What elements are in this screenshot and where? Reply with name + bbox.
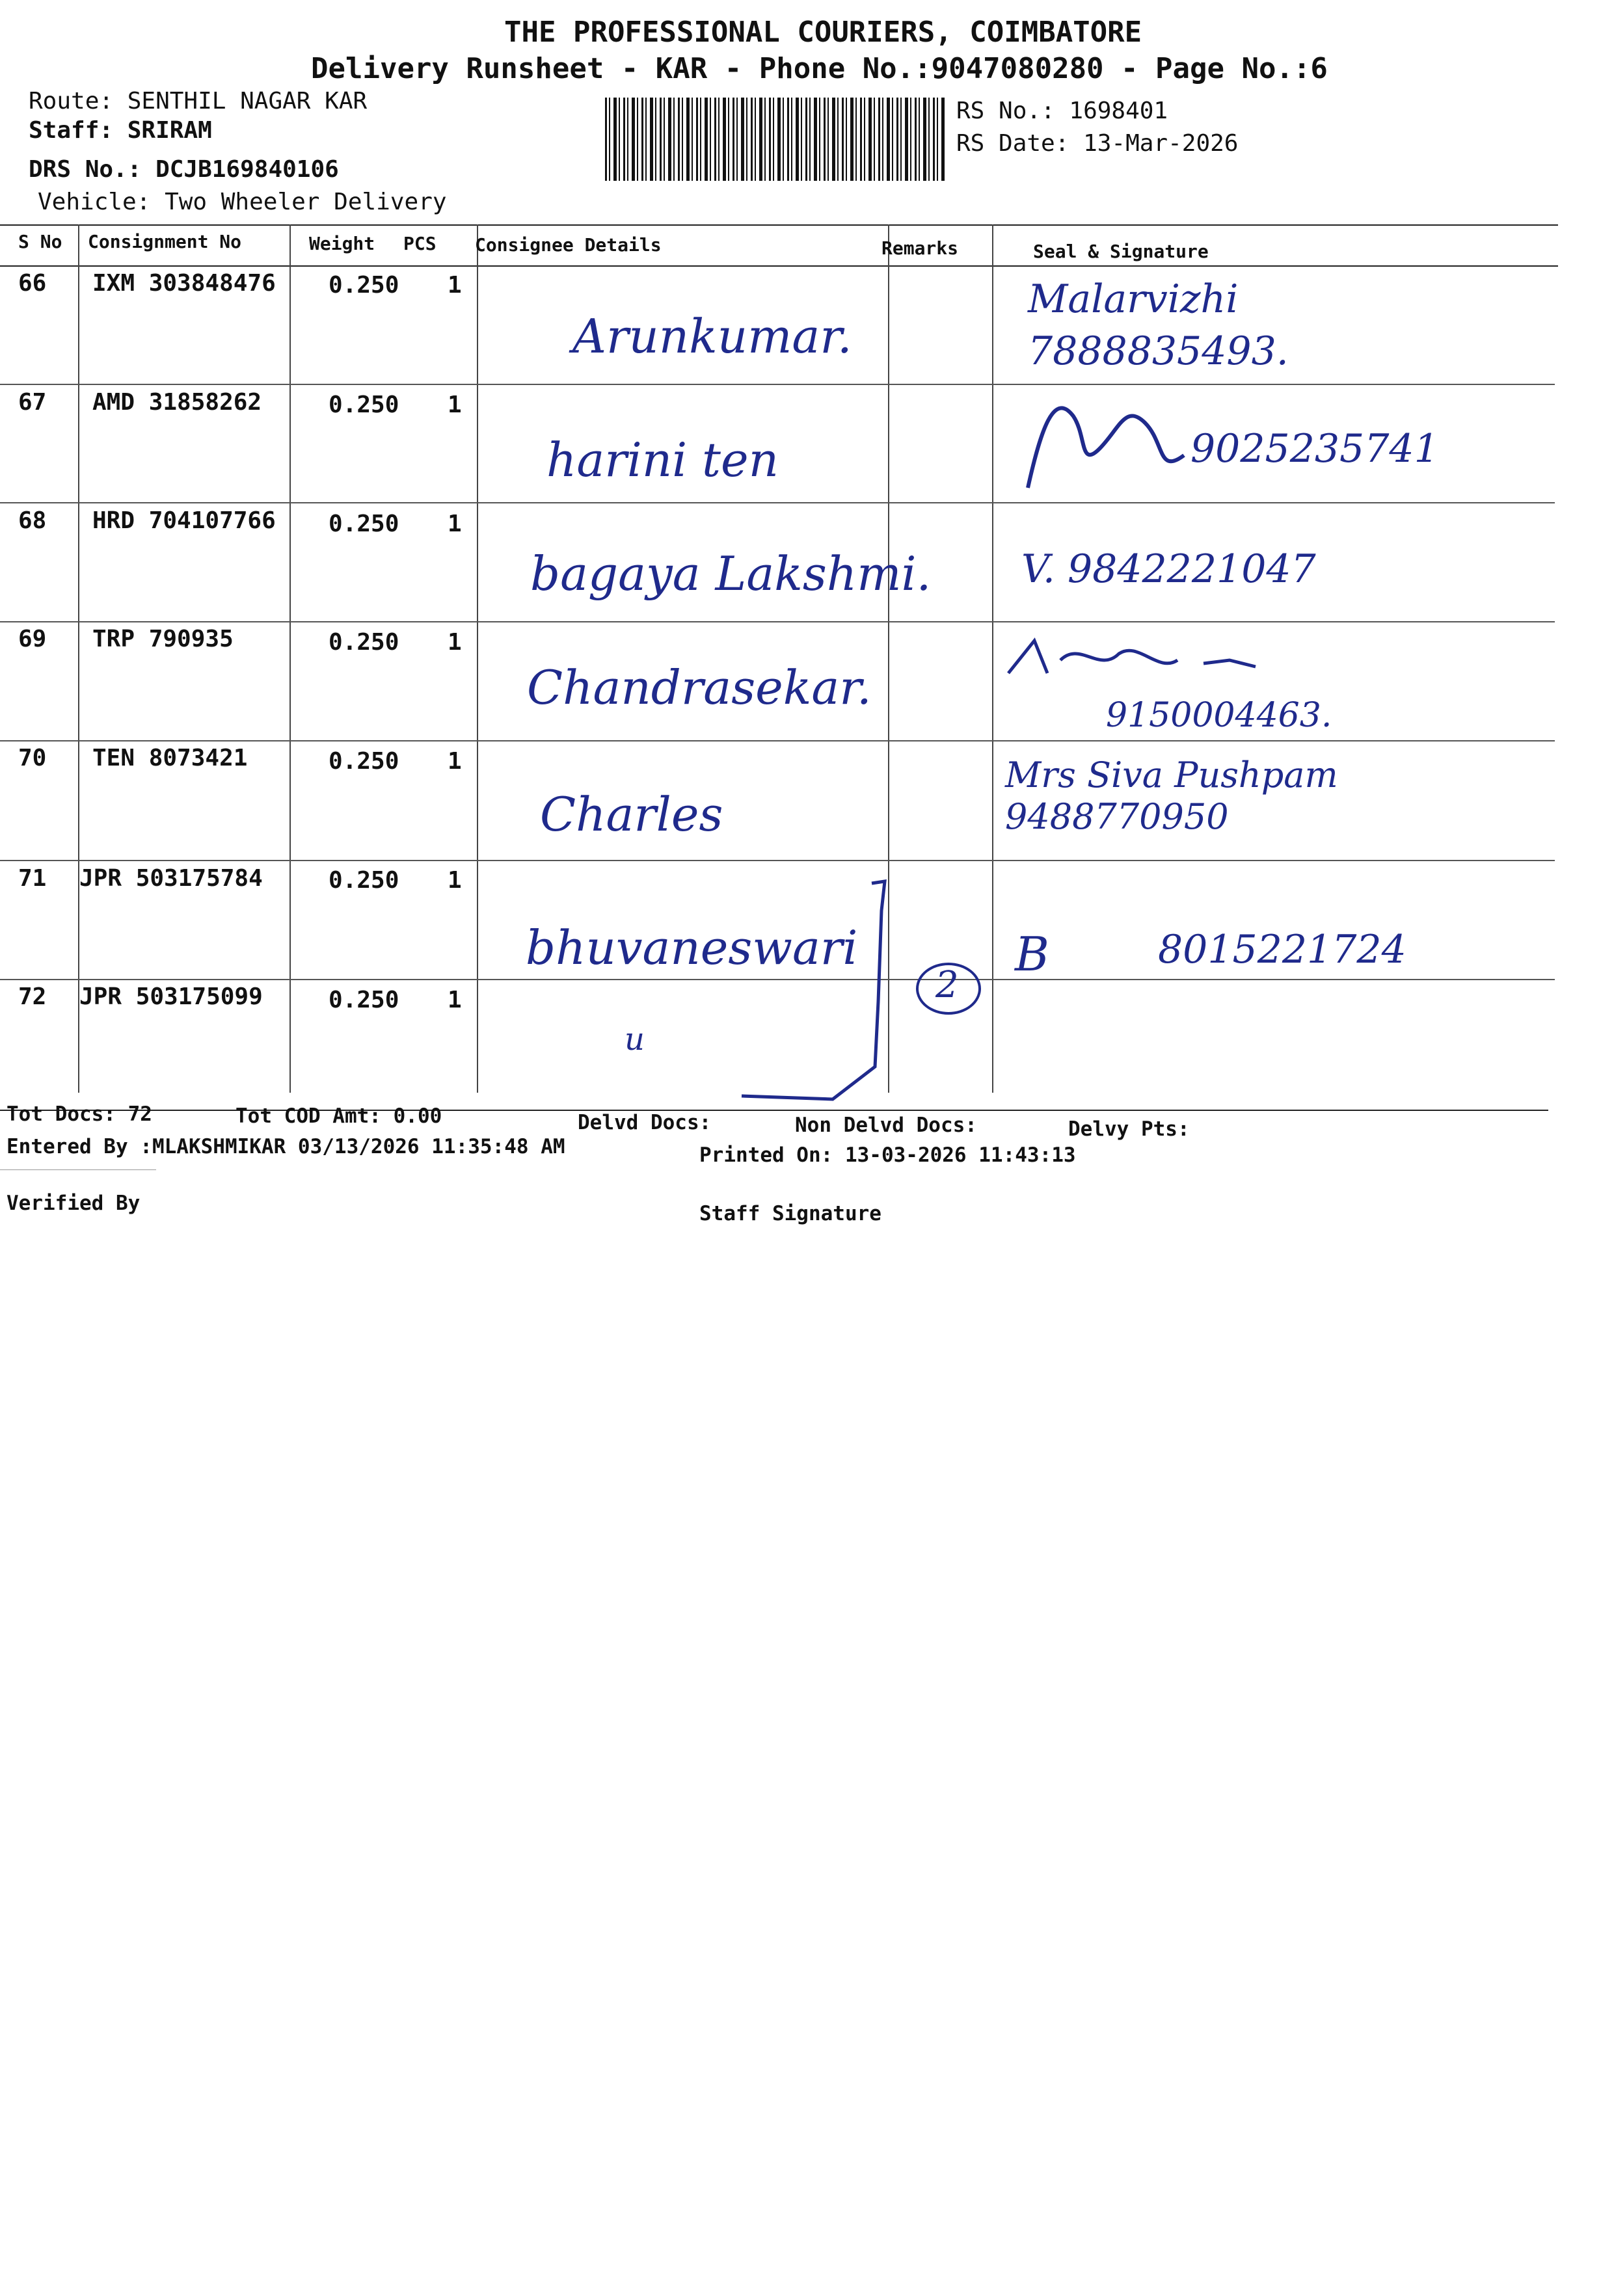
row-remarks: 2: [935, 964, 959, 1006]
row-sno: 70: [18, 745, 47, 771]
row-divider: [0, 621, 1555, 622]
row-consignment: AMD 31858262: [92, 389, 262, 416]
row-consignee: Chandrasekar.: [527, 660, 872, 715]
row-seal: 9150004463.: [1106, 696, 1332, 735]
runsheet-subtitle: Delivery Runsheet - KAR - Phone No.:9047080280 - Page No.:6: [311, 52, 1328, 85]
delvd-docs: Delvd Docs:: [578, 1111, 712, 1134]
col-header-consignee: Consignee Details: [475, 234, 662, 256]
row-seal: 9025235741: [1190, 426, 1439, 472]
staff-label: Staff: SRIRAM: [29, 117, 212, 144]
row-sno: 68: [18, 507, 47, 534]
vehicle-label: Vehicle: Two Wheeler Delivery: [38, 189, 447, 215]
row-weight: 0.250: [329, 392, 399, 418]
signature-initial-icon: B: [1015, 927, 1049, 981]
row-pcs: 1: [448, 987, 462, 1013]
non-delvd-docs: Non Delvd Docs:: [795, 1114, 977, 1137]
table-top-line: [0, 224, 1558, 226]
rs-no-label: RS No.: 1698401: [956, 98, 1168, 124]
route-label: Route: SENTHIL NAGAR KAR: [29, 88, 368, 114]
delvy-pts: Delvy Pts:: [1068, 1117, 1190, 1141]
row-pcs: 1: [448, 392, 462, 418]
signature-scribble-icon: [995, 634, 1308, 686]
row-weight: 0.250: [329, 511, 399, 537]
table-header-line: [0, 265, 1558, 267]
row-pcs: 1: [448, 867, 462, 894]
row-seal: V. 9842221047: [1021, 546, 1316, 592]
row-pcs: 1: [448, 272, 462, 299]
tot-cod-amt: Tot COD Amt: 0.00: [235, 1104, 442, 1128]
company-title: THE PROFESSIONAL COURIERS, COIMBATORE: [504, 16, 1142, 49]
row-sno: 69: [18, 626, 47, 652]
barcode-image: [605, 98, 945, 181]
row-divider: [0, 502, 1555, 503]
row-consignee: Charles: [540, 787, 723, 842]
row-consignment: JPR 503175099: [79, 983, 263, 1010]
row-divider: [0, 860, 1555, 861]
col-header-pcs: PCS: [403, 233, 437, 254]
row-consignment: TRP 790935: [92, 626, 234, 652]
row-seal: Malarvizhi 7888835493.: [1028, 276, 1289, 374]
row-seal: Mrs Siva Pushpam 9488770950: [1005, 754, 1338, 837]
col-header-sno: S No: [18, 231, 62, 252]
staff-signature: Staff Signature: [699, 1202, 881, 1225]
row-consignee: harini ten: [546, 433, 779, 487]
row-consignee: Arunkumar.: [572, 309, 852, 364]
col-header-remarks: Remarks: [881, 237, 959, 259]
row-sno: 67: [18, 389, 47, 416]
row-weight: 0.250: [329, 987, 399, 1013]
printed-on: Printed On: 13-03-2026 11:43:13: [699, 1143, 1076, 1167]
row-pcs: 1: [448, 748, 462, 775]
verified-by: Verified By: [7, 1192, 141, 1215]
col-divider: [78, 224, 79, 1093]
col-divider: [289, 224, 291, 1093]
entered-by: Entered By :MLAKSHMIKAR 03/13/2026 11:35:48 AM: [7, 1135, 565, 1158]
rs-date-label: RS Date: 13-Mar-2026: [956, 130, 1239, 157]
row-consignment: HRD 704107766: [92, 507, 276, 534]
row-consignee: bhuvaneswari: [526, 920, 858, 975]
row-sno: 72: [18, 983, 47, 1010]
col-header-weight: Weight: [309, 233, 375, 254]
row-divider: [0, 384, 1555, 385]
row-consignment: JPR 503175784: [79, 865, 263, 892]
row-pcs: 1: [448, 629, 462, 656]
row-weight: 0.250: [329, 867, 399, 894]
col-header-seal: Seal & Signature: [1033, 241, 1209, 262]
signature-scribble-icon: [1015, 377, 1197, 514]
row-consignee: u: [625, 1021, 645, 1058]
row-weight: 0.250: [329, 748, 399, 775]
footer-divider: [0, 1169, 156, 1170]
col-divider: [477, 224, 478, 1093]
row-consignment: IXM 303848476: [92, 270, 276, 297]
drs-no-label: DRS No.: DCJB169840106: [29, 156, 339, 183]
row-consignment: TEN 8073421: [92, 745, 248, 771]
row-seal: 8015221724: [1158, 927, 1406, 972]
row-sno: 71: [18, 865, 47, 892]
row-weight: 0.250: [329, 272, 399, 299]
tot-docs: Tot Docs: 72: [7, 1102, 152, 1126]
row-consignee: bagaya Lakshmi.: [530, 546, 932, 601]
row-weight: 0.250: [329, 629, 399, 656]
col-header-consignment: Consignment No: [88, 231, 242, 252]
bracket-annotation-icon: [716, 872, 911, 1119]
col-divider: [992, 224, 993, 1093]
row-pcs: 1: [448, 511, 462, 537]
row-sno: 66: [18, 270, 47, 297]
row-divider: [0, 740, 1555, 741]
